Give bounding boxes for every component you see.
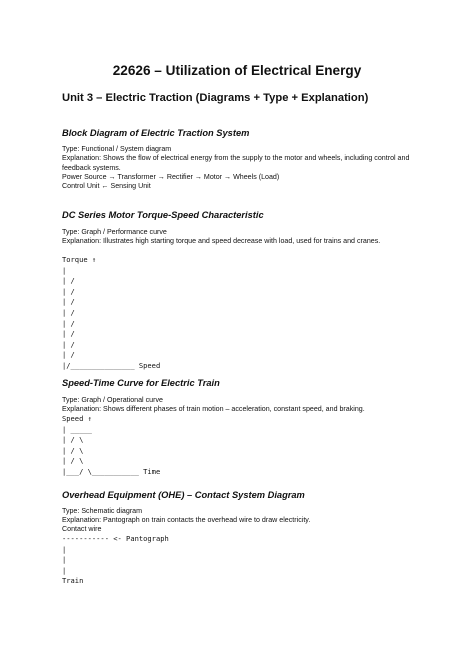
ohe-ascii-sketch: ----------- <- Pantograph | | | Train (62, 534, 169, 586)
flow-line-power: Power Source → Transformer → Rectifier → Motor → Wheels (Load) (62, 173, 280, 181)
torque-speed-ascii-sketch: Torque ↑ | | / | / | / | / | / | / | / | / |/_______________ Speed (62, 255, 161, 370)
speed-time-ascii-sketch: Speed ↑ | _____ | / \ | / \ | / \ |___/ \___________ Time (62, 414, 161, 476)
section-explanation-torque-speed: Explanation: Illustrates high starting torque and speed decrease with load, used for trains and cranes. (62, 237, 381, 245)
section-type-ohe: Type: Schematic diagram (62, 507, 143, 515)
section-heading-torque-speed: DC Series Motor Torque-Speed Characteristic (62, 210, 264, 220)
unit-heading: Unit 3 – Electric Traction (Diagrams + Type + Explanation) (62, 92, 369, 104)
section-explanation-ohe: Explanation: Pantograph on train contacts the overhead wire to draw electricity. (62, 516, 311, 524)
document-title: 22626 – Utilization of Electrical Energy (112, 63, 362, 78)
section-heading-block-diagram: Block Diagram of Electric Traction System (62, 128, 250, 138)
section-type-speed-time: Type: Graph / Operational curve (62, 396, 163, 404)
section-explanation-speed-time: Explanation: Shows different phases of train motion – acceleration, constant speed, and braking. (62, 405, 365, 413)
section-heading-ohe: Overhead Equipment (OHE) – Contact System Diagram (62, 490, 305, 500)
section-explanation-block-diagram: Explanation: Shows the flow of electrical energy from the supply to the motor and wheels, including control and feedback systems. (62, 154, 410, 172)
flow-line-control: Control Unit ← Sensing Unit (62, 182, 151, 190)
section-heading-speed-time: Speed-Time Curve for Electric Train (62, 378, 220, 388)
contact-wire-label: Contact wire (62, 525, 102, 533)
section-type-block-diagram: Type: Functional / System diagram (62, 145, 172, 153)
section-type-torque-speed: Type: Graph / Performance curve (62, 228, 167, 236)
